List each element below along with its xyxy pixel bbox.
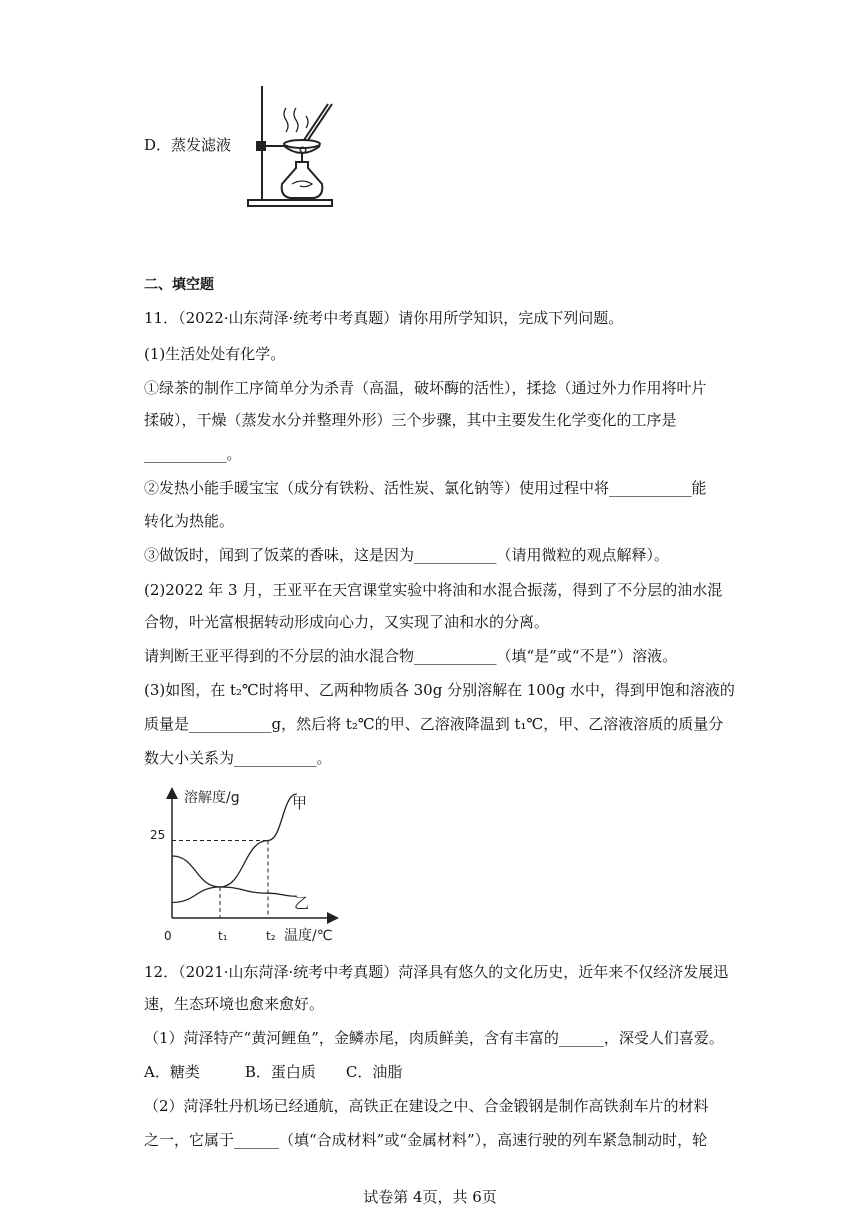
q12-line: （1）菏泽特产“黄河鲤鱼”，金鳞赤尾，肉质鲜美，含有丰富的______，深受人们喜爱。 <box>144 1029 724 1047</box>
x-tick-label: t₂ <box>266 929 276 943</box>
q12-line: A．糖类 B．蛋白质 C．油脂 <box>144 1063 403 1081</box>
x-tick-label: 0 <box>164 929 172 943</box>
q11-line: ①绿茶的制作工序简单分为杀青（高温，破坏酶的活性），揉捻（通过外力作用将叶片 <box>144 379 707 397</box>
q11-line: (1)生活处处有化学。 <box>144 345 286 363</box>
q12-line: 12．（2021·山东菏泽·统考中考真题）菏泽具有悠久的文化历史，近年来不仅经济发展迅 <box>144 963 729 981</box>
series-label-jia: 甲 <box>292 794 308 812</box>
q11-line: ②发热小能手暖宝宝（成分有铁粉、活性炭、氯化钠等）使用过程中将___________能 <box>144 479 707 497</box>
q11-line: 数大小关系为___________。 <box>144 749 332 767</box>
q11-line: 请判断王亚平得到的不分层的油水混合物___________（填“是”或“不是”）溶液。 <box>144 647 678 665</box>
x-axis-label: 温度/℃ <box>284 928 333 944</box>
y-axis-label: 溶解度/g <box>184 790 240 806</box>
q12-line: （2）菏泽牡丹机场已经通航，高铁正在建设之中、合金锻钢是制作高铁刹车片的材料 <box>144 1097 709 1115</box>
evaporation-apparatus-figure <box>244 84 336 210</box>
q11-line: 11．（2022·山东菏泽·统考中考真题）请你用所学知识，完成下列问题。 <box>144 309 624 327</box>
section-title: 二、填空题 <box>144 277 214 293</box>
q11-line: (2)2022 年 3 月，王亚平在天宫课堂实验中将油和水混合振荡，得到了不分层的油水混 <box>144 581 723 599</box>
solubility-chart <box>150 784 350 944</box>
option-d-label: D．蒸发滤液 <box>144 136 232 154</box>
q11-line: 揉破），干燥（蒸发水分并整理外形）三个步骤，其中主要发生化学变化的工序是 <box>144 411 677 429</box>
page-footer: 试卷第 4页，共 6页 <box>363 1188 497 1206</box>
q11-line: 转化为热能。 <box>144 512 235 530</box>
q12-line: 之一，它属于______（填“合成材料”或“金属材料”），高速行驶的列车紧急制动时，轮 <box>144 1131 708 1149</box>
q11-line: (3)如图，在 t₂℃时将甲、乙两种物质各 30g 分别溶解在 100g 水中，得到甲饱和溶液的 <box>144 681 735 699</box>
q11-line: ___________。 <box>144 445 242 463</box>
q12-line: 速，生态环境也愈来愈好。 <box>144 995 325 1013</box>
q11-line: 合物，叶光富根据转动形成向心力，又实现了油和水的分离。 <box>144 613 550 631</box>
q11-line: 质量是___________g，然后将 t₂℃的甲、乙溶液降温到 t₁℃，甲、乙溶液溶质的质量分 <box>144 715 724 733</box>
y-tick-label: 25 <box>150 828 166 842</box>
q11-line: ③做饭时，闻到了饭菜的香味，这是因为___________（请用微粒的观点解释）。 <box>144 546 670 564</box>
series-label-yi: 乙 <box>294 894 310 912</box>
series-line-jia <box>172 794 297 903</box>
x-tick-label: t₁ <box>218 929 228 943</box>
series-line-yi <box>172 856 297 896</box>
